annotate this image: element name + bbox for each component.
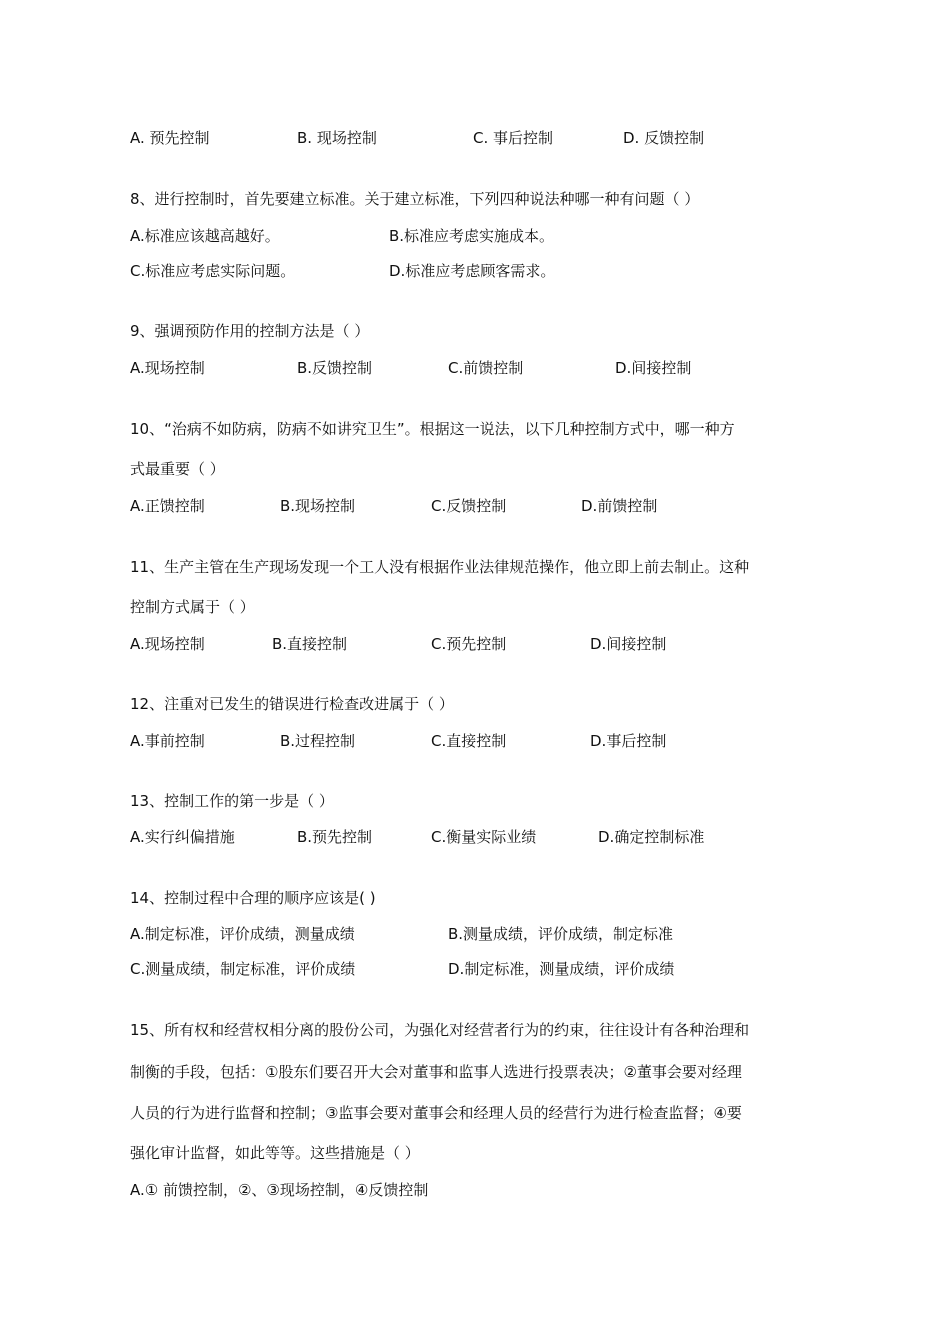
q12-option-c: C.直接控制	[431, 732, 507, 750]
q10-option-c: C.反馈控制	[431, 497, 507, 515]
q10-question-line2: 式最重要（ ）	[130, 460, 225, 478]
q11-question-line2: 控制方式属于（ ）	[130, 598, 255, 616]
q15-question-line4: 强化审计监督，如此等等。这些措施是（ ）	[130, 1144, 420, 1162]
q11-question-line1: 11、生产主管在生产现场发现一个工人没有根据作业法律规范操作，他立即上前去制止。这种	[130, 558, 750, 576]
q12-option-b: B.过程控制	[280, 732, 356, 750]
q11-option-a: A.现场控制	[130, 635, 205, 653]
q13-option-d: D.确定控制标准	[598, 828, 705, 846]
q8-option-d: D.标准应考虑顾客需求。	[389, 262, 556, 280]
q13-option-a: A.实行纠偏措施	[130, 828, 235, 846]
q11-option-b: B.直接控制	[272, 635, 348, 653]
q14-option-b: B.测量成绩，评价成绩，制定标准	[448, 925, 674, 943]
q8-option-b: B.标准应考虑实施成本。	[389, 227, 555, 245]
q15-question-line1: 15、所有权和经营权相分离的股份公司，为强化对经营者行为的约束，往往设计有各种治理和	[130, 1021, 750, 1039]
q13-option-c: C.衡量实际业绩	[431, 828, 537, 846]
q12-option-a: A.事前控制	[130, 732, 205, 750]
q12-option-d: D.事后控制	[590, 732, 667, 750]
q12-question: 12、注重对已发生的错误进行检查改进属于（ ）	[130, 695, 454, 713]
q8-option-a: A.标准应该越高越好。	[130, 227, 280, 245]
q10-option-b: B.现场控制	[280, 497, 356, 515]
q13-option-b: B.预先控制	[297, 828, 373, 846]
q7-option-b: B. 现场控制	[297, 129, 377, 147]
q8-question: 8、进行控制时，首先要建立标准。关于建立标准，下列四种说法种哪一种有问题（ ）	[130, 190, 700, 208]
q10-option-d: D.前馈控制	[581, 497, 658, 515]
q15-option-a: A.① 前馈控制，②、③现场控制，④反馈控制	[130, 1181, 429, 1199]
q11-option-c: C.预先控制	[431, 635, 507, 653]
q14-option-d: D.制定标准，测量成绩，评价成绩	[448, 960, 675, 978]
q15-question-line2: 制衡的手段，包括：①股东们要召开大会对董事和监事人选进行投票表决；②董事会要对经理	[130, 1063, 742, 1081]
q13-question: 13、控制工作的第一步是（ ）	[130, 792, 334, 810]
q9-option-c: C.前馈控制	[448, 359, 524, 377]
q9-option-b: B.反馈控制	[297, 359, 373, 377]
q11-option-d: D.间接控制	[590, 635, 667, 653]
q15-question-line3: 人员的行为进行监督和控制；③监事会要对董事会和经理人员的经营行为进行检查监督；④要	[130, 1104, 742, 1122]
q7-option-a: A. 预先控制	[130, 129, 210, 147]
q9-option-d: D.间接控制	[615, 359, 692, 377]
q9-option-a: A.现场控制	[130, 359, 205, 377]
q14-option-c: C.测量成绩，制定标准，评价成绩	[130, 960, 356, 978]
q14-option-a: A.制定标准，评价成绩，测量成绩	[130, 925, 355, 943]
q9-question: 9、强调预防作用的控制方法是（ ）	[130, 322, 370, 340]
q10-option-a: A.正馈控制	[130, 497, 205, 515]
q14-question: 14、控制过程中合理的顺序应该是( )	[130, 889, 376, 907]
q8-option-c: C.标准应考虑实际问题。	[130, 262, 296, 280]
q10-question-line1: 10、“治病不如防病，防病不如讲究卫生”。根据这一说法，以下几种控制方式中，哪一种方	[130, 420, 735, 438]
q7-option-d: D. 反馈控制	[623, 129, 705, 147]
q7-option-c: C. 事后控制	[473, 129, 554, 147]
